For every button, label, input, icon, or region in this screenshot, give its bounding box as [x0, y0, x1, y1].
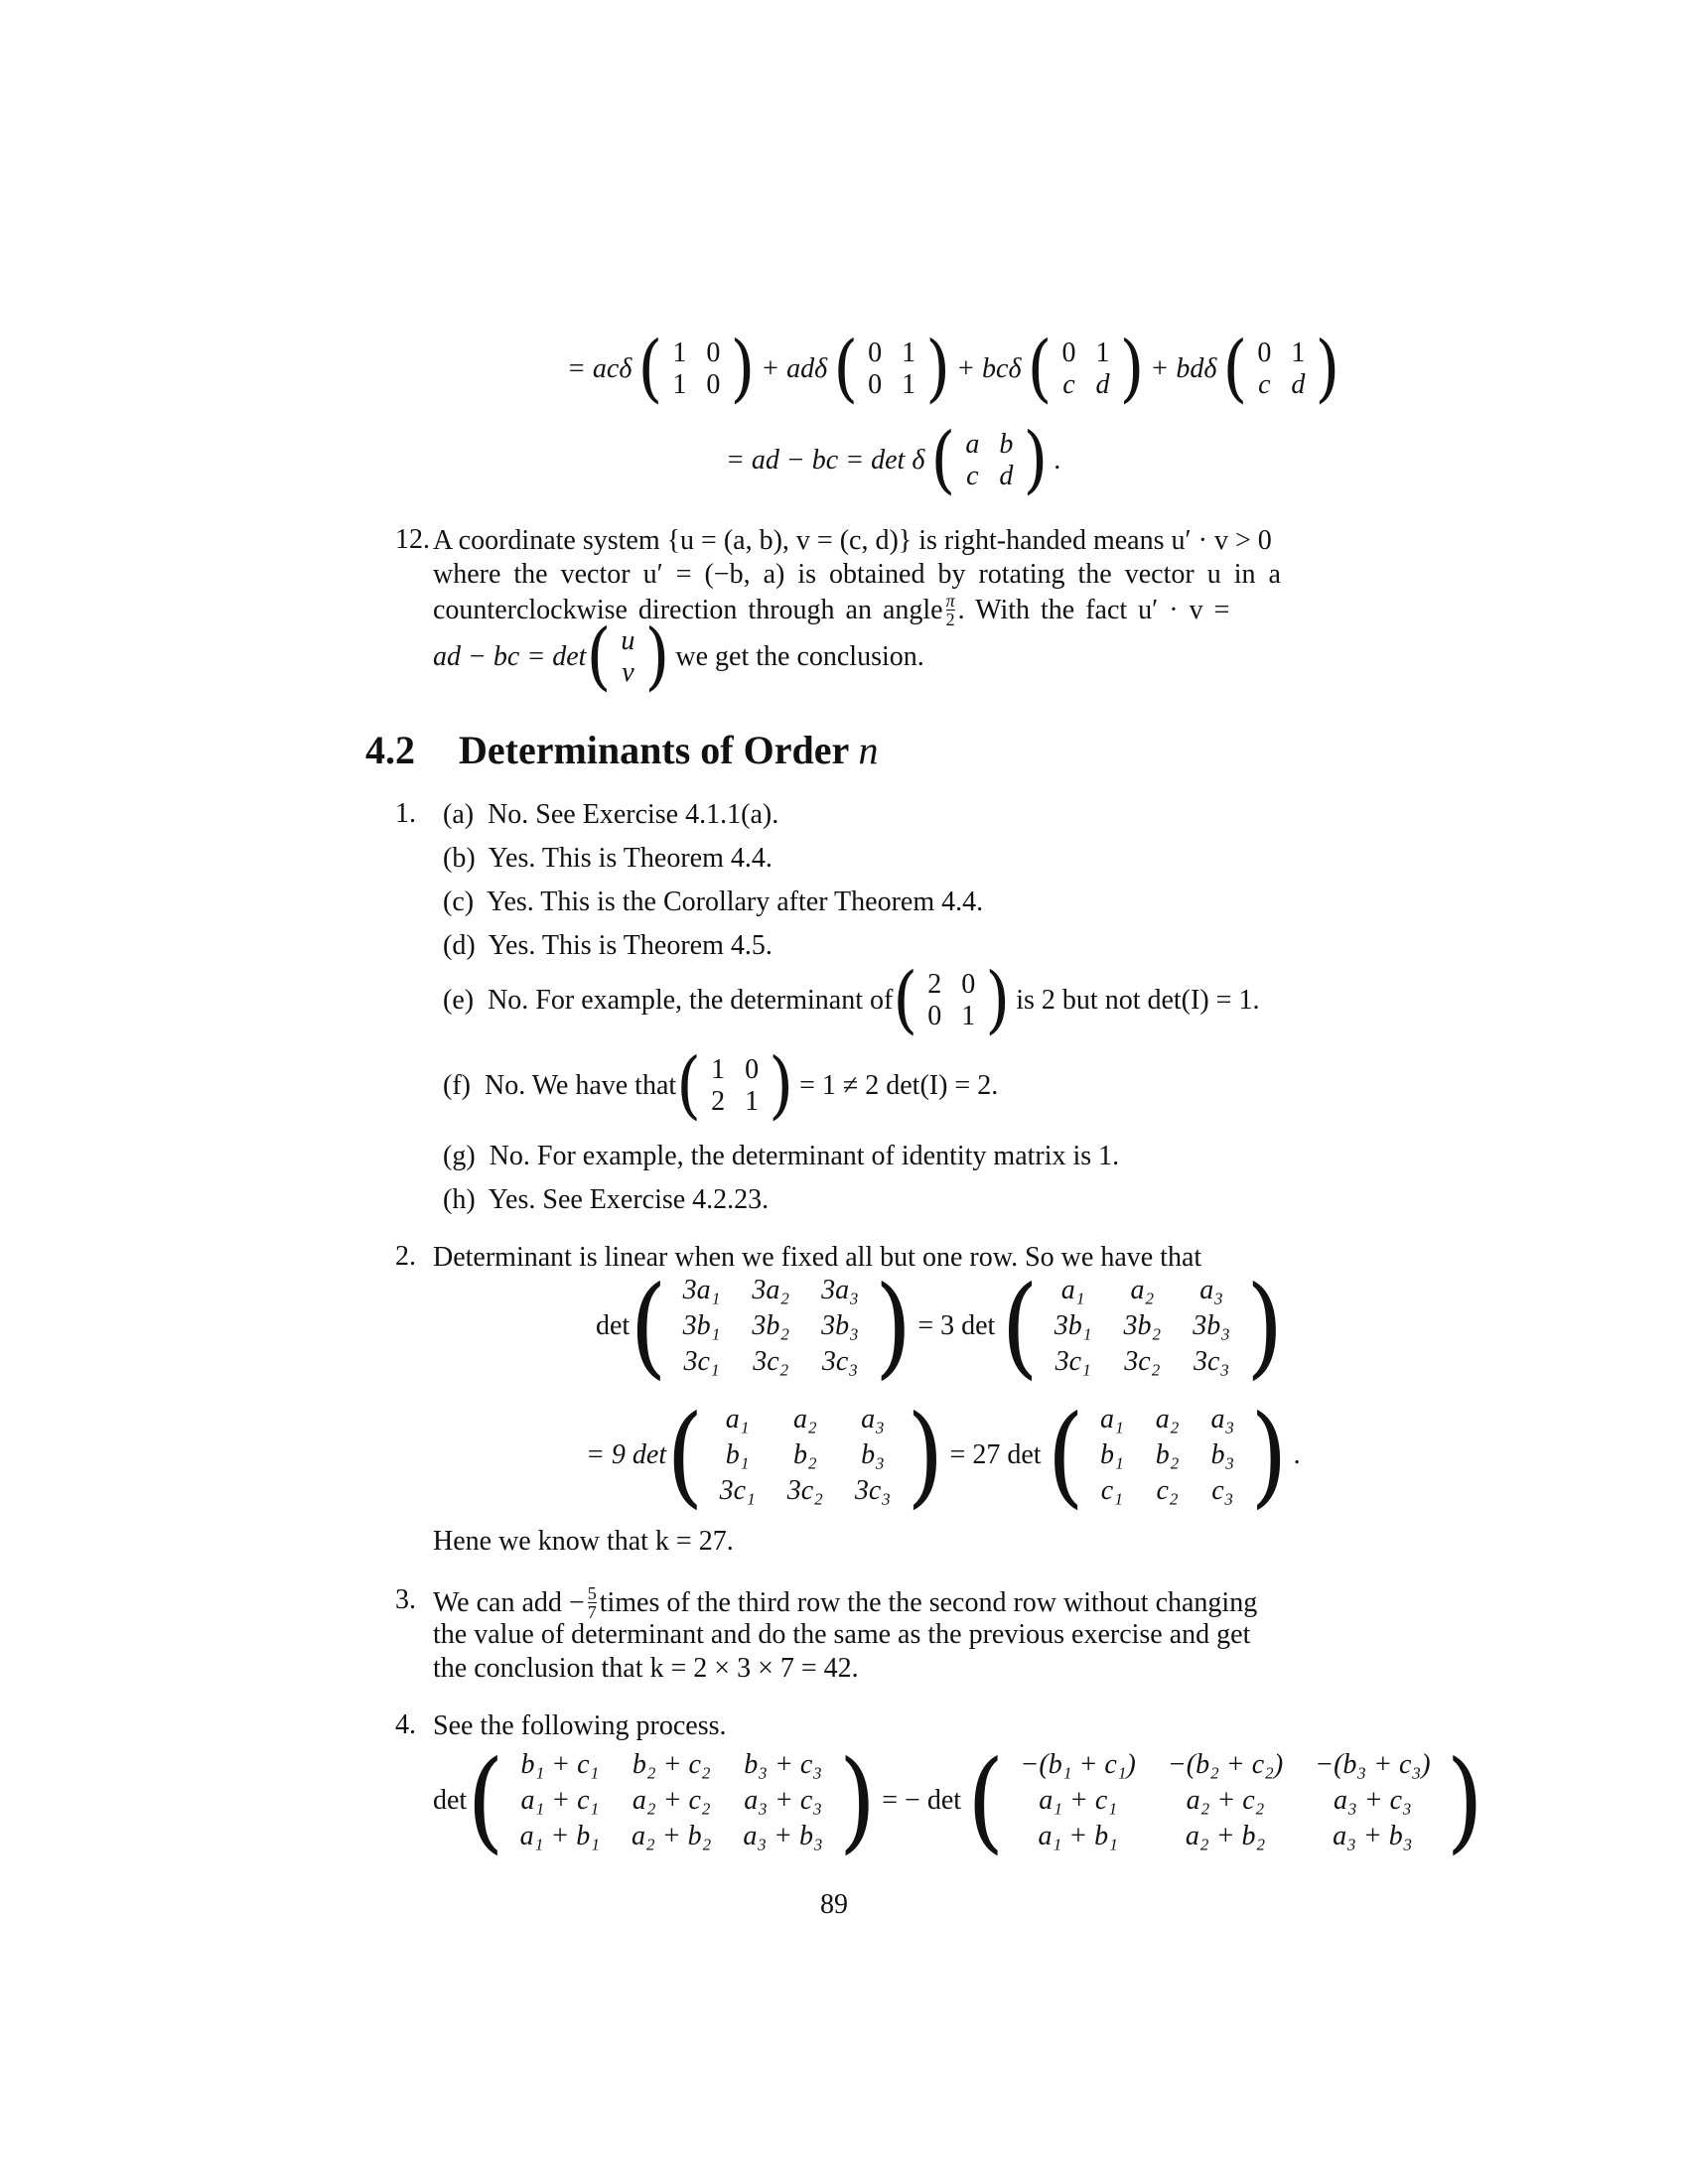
- matrix: ( 0 1 0 1 ): [833, 327, 951, 412]
- list-item: (b) Yes. This is Theorem 4.4.: [443, 843, 773, 874]
- fraction: $\frac{5}{7}$: [587, 1583, 597, 1622]
- eq-term: + bdδ: [1150, 353, 1217, 384]
- list-item: (d) Yes. This is Theorem 4.5.: [443, 930, 773, 961]
- matrix: ( a b c d ): [930, 418, 1049, 503]
- section-number: 4.2: [365, 728, 415, 772]
- eq-term: = ad − bc = det δ: [726, 445, 925, 476]
- item-number: 12.: [395, 524, 430, 555]
- fraction: $\frac{\pi}{2}$: [945, 591, 955, 629]
- matrix: ( a₁ a₂ a₃ b₁ b₂ b₃ 3c₁ 3c₂ 3c₃ ): [666, 1391, 944, 1520]
- eq-term: + bcδ: [956, 353, 1022, 384]
- eq-term: = acδ: [567, 353, 633, 384]
- q3-line3: the conclusion that k = 2 × 3 × 7 = 42.: [433, 1653, 859, 1684]
- list-item: (c) Yes. This is the Corollary after Theorem 4.4.: [443, 887, 984, 917]
- q2-conclusion: Hene we know that k = 27.: [433, 1526, 734, 1557]
- list-item: (f) No. We have that ( 1 0 2 1 ) = 1 ≠ 2 det(I) = 2.: [443, 1043, 999, 1129]
- equation-top-line1: [561, 327, 1340, 412]
- eq-term: + adδ: [761, 353, 828, 384]
- matrix: ( a₁ a₂ a₃ 3b₁ 3b₂ 3b₃ 3c₁ 3c₂ 3c₃ ): [1001, 1262, 1284, 1391]
- section-heading: [365, 727, 879, 773]
- page-number: 89: [820, 1889, 848, 1920]
- item-number: 3.: [395, 1584, 416, 1615]
- item12-line1: A coordinate system {u = (a, b), v = (c, d)} is right-handed means u′ · v > 0: [433, 525, 1272, 556]
- item12-line4: ad − bc = det ( u v ) we get the conclusion.: [433, 614, 924, 700]
- matrix: ( a₁ a₂ a₃ b₁ b₂ b₃ c₁ c₂ c₃ ): [1047, 1391, 1288, 1520]
- matrix: ( 2 0 0 1 ): [893, 958, 1011, 1043]
- q3-line2: the value of determinant and do the same as the previous exercise and get: [433, 1619, 1251, 1650]
- item-number: 2.: [395, 1241, 416, 1272]
- list-item: (e) No. For example, the determinant of ( 2 0 0 1 ) is 2 but not det(I) = 1.: [443, 958, 1260, 1043]
- matrix: ( 3a₁ 3a₂ 3a₃ 3b₁ 3b₂ 3b₃ 3c₁ 3c₂ 3c₃ ): [630, 1262, 913, 1391]
- matrix: ( 0 1 c d ): [1222, 327, 1340, 412]
- item-number: 4.: [395, 1709, 416, 1740]
- item12-line3: counterclockwise direction through an angle $\frac{\pi}{2}$ . With the fact u′ · v =: [433, 591, 1230, 629]
- section-title: Determinants of Order n: [459, 728, 879, 772]
- item-number: 1.: [395, 798, 416, 829]
- q2-text: Determinant is linear when we fixed all but one row. So we have that: [433, 1242, 1202, 1273]
- q4-text: See the following process.: [433, 1710, 727, 1741]
- matrix: ( −(b₁ + c₁) −(b₂ + c₂) −(b₃ + c₃) a₁ + c₁ a₂ + c₂ a₃ + c₃ a₁ + b₁ a₂ + b₂ a₃ + b₃ ): [967, 1736, 1483, 1865]
- q2-equation-1: det ( 3a₁ 3a₂ 3a₃ 3b₁ 3b₂ 3b₃ 3c₁ 3c₂ 3c₃ ) = 3 det ( a₁ a₂ a₃ 3b₁ 3b₂ 3b₃ 3c₁ 3c₂ 3c₃ ): [596, 1262, 1284, 1391]
- list-item: (g) No. For example, the determinant of identity matrix is 1.: [443, 1141, 1120, 1171]
- list-item: (h) Yes. See Exercise 4.2.23.: [443, 1184, 770, 1215]
- matrix: ( u v ): [586, 614, 670, 700]
- list-item: (a) No. See Exercise 4.1.1(a).: [443, 799, 779, 830]
- matrix: ( 1 0 2 1 ): [676, 1043, 794, 1129]
- q2-equation-2: = 9 det ( a₁ a₂ a₃ b₁ b₂ b₃ 3c₁ 3c₂ 3c₃ ) = 27 det ( a₁ a₂ a₃ b₁ b₂ b₃ c₁ c₂ c₃ ) .: [586, 1391, 1301, 1520]
- q4-equation: det ( b₁ + c₁ b₂ + c₂ b₃ + c₃ a₁ + c₁ a₂ + c₂ a₃ + c₃ a₁ + b₁ a₂ + b₂ a₃ + b₃ ) = − det ( −(b₁ + c₁) −(b₂ + c₂) −(b₃ + c₃) a₁ + c₁ a₂ + c₂ a₃ + c₃ a₁ + b₁ a₂ + b₂ a₃ + b₃ ): [433, 1736, 1483, 1865]
- equation-top-line2: = ad − bc = det δ ( a b c d ) .: [726, 418, 1061, 503]
- matrix: ( 0 1 c d ): [1027, 327, 1145, 412]
- matrix: ( b₁ + c₁ b₂ + c₂ b₃ + c₃ a₁ + c₁ a₂ + c₂ a₃ + c₃ a₁ + b₁ a₂ + b₂ a₃ + b₃ ): [467, 1736, 877, 1865]
- q3-line1: We can add − $\frac{5}{7}$ times of the third row the the second row without changing: [433, 1583, 1258, 1622]
- item12-line2: where the vector u′ = (−b, a) is obtained by rotating the vector u in a: [433, 559, 1281, 590]
- matrix: ( 1 0 1 0 ): [637, 327, 756, 412]
